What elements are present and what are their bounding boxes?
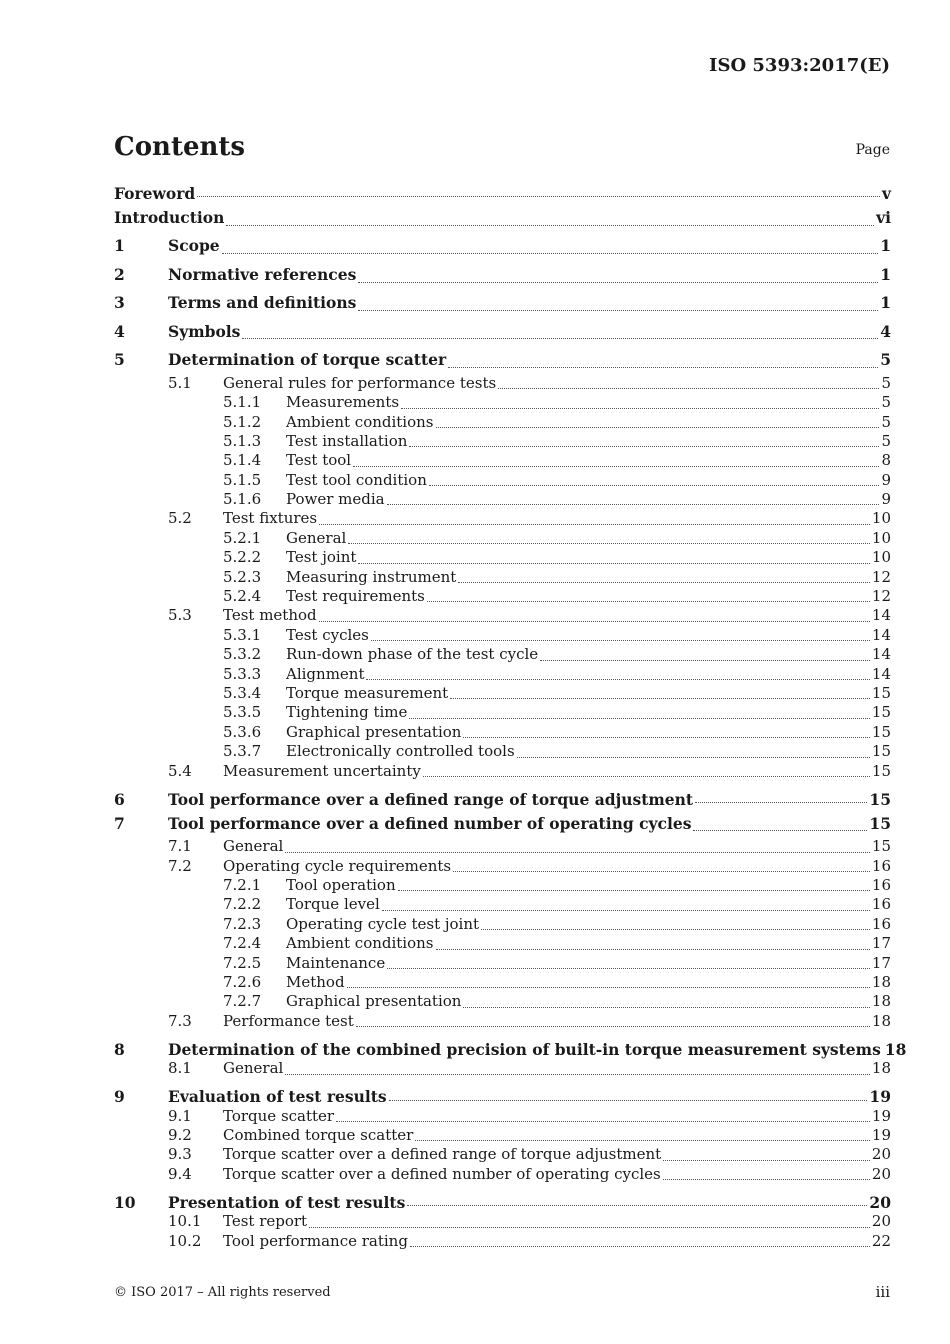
toc-entry-number: 5.3.3 — [223, 664, 262, 683]
toc-entry-page: 19 — [871, 1125, 891, 1144]
toc-entry-page: 17 — [871, 953, 891, 972]
toc-dot-leader — [347, 987, 870, 988]
toc-entry-page: 12 — [871, 567, 891, 586]
toc-entry[interactable] — [114, 876, 891, 895]
toc-entry-number: 5.3.4 — [223, 683, 262, 702]
toc-dot-leader — [481, 929, 870, 930]
toc-entry-number: 7 — [114, 813, 125, 833]
toc-entry-page: 16 — [871, 876, 891, 895]
toc-entry-title: Tool operation — [286, 876, 396, 895]
toc-entry-title: Foreword — [114, 184, 196, 204]
toc-entry-title: Tool performance rating — [223, 1231, 408, 1250]
toc-entry-number: 7.2.1 — [223, 876, 262, 895]
toc-dot-leader — [423, 776, 870, 777]
toc-entry-number: 9.1 — [168, 1106, 192, 1125]
toc-dot-leader — [463, 737, 869, 738]
toc-entry[interactable] — [114, 954, 891, 973]
toc-entry[interactable] — [114, 203, 891, 231]
toc-entry-title: Determination of the combined precision of built-in torque measurement systems — [168, 1040, 881, 1059]
toc-dot-leader — [409, 446, 879, 447]
toc-entry-number: 7.2.6 — [223, 973, 262, 992]
toc-entry-number: 5.2.4 — [223, 587, 262, 606]
toc-entry-number: 7.2 — [168, 856, 192, 875]
toc-entry[interactable] — [114, 1107, 891, 1126]
toc-entry[interactable] — [114, 837, 891, 856]
toc-entry[interactable] — [114, 568, 891, 587]
toc-entry-number: 5.1.3 — [223, 431, 262, 450]
toc-entry[interactable] — [114, 992, 891, 1011]
toc-entry-number: 9.4 — [168, 1164, 192, 1183]
toc-entry-number: 7.2.2 — [223, 895, 262, 914]
toc-entry-page: 16 — [871, 856, 891, 875]
toc-entry[interactable] — [114, 432, 891, 451]
toc-entry-number: 5.2.2 — [223, 548, 262, 567]
toc-entry-title: Torque scatter over a defined range of torque adjustment — [223, 1145, 662, 1164]
toc-entry-page: 5 — [881, 431, 891, 450]
toc-entry-page: 15 — [869, 813, 891, 833]
toc-entry[interactable] — [114, 1165, 891, 1184]
toc-entry-number: 5.2 — [168, 509, 192, 528]
toc-entry[interactable] — [114, 413, 891, 432]
toc-entry-page: 19 — [871, 1106, 891, 1125]
toc-entry-number: 7.3 — [168, 1011, 192, 1030]
toc-entry-title: Test requirements — [286, 587, 425, 606]
toc-entry[interactable] — [114, 645, 891, 664]
toc-entry-title: Measuring instrument — [286, 567, 457, 586]
toc-dot-leader — [309, 1227, 870, 1228]
toc-entry-number: 5.3 — [168, 606, 192, 625]
toc-entry-title: Ambient conditions — [286, 412, 434, 431]
toc-entry[interactable] — [114, 529, 891, 548]
toc-dot-leader — [387, 504, 880, 505]
toc-entry[interactable] — [114, 1059, 891, 1078]
toc-entry-page: 15 — [871, 703, 891, 722]
toc-entry[interactable] — [114, 973, 891, 992]
toc-entry-page: 1 — [880, 236, 891, 256]
toc-entry-number: 7.1 — [168, 837, 192, 856]
toc-entry-page: 18 — [871, 973, 891, 992]
toc-dot-leader — [401, 408, 879, 409]
toc-dot-leader — [226, 225, 874, 226]
toc-dot-leader — [353, 466, 879, 467]
toc-entry-page: 18 — [884, 1040, 907, 1059]
toc-entry-page: 16 — [871, 895, 891, 914]
document-id: ISO 5393:2017(E) — [709, 55, 890, 76]
toc-entry-page: 5 — [881, 412, 891, 431]
toc-dot-leader — [498, 388, 879, 389]
toc-entry-page: 5 — [881, 373, 891, 392]
toc-entry-title: Method — [286, 973, 345, 992]
toc-entry-title: Ambient conditions — [286, 934, 434, 953]
toc-entry-page: 5 — [880, 350, 891, 370]
toc-entry-title: Test cycles — [286, 625, 369, 644]
toc-dot-leader — [358, 563, 870, 564]
toc-entry-number: 5.2.1 — [223, 528, 262, 547]
toc-entry-number: 9.2 — [168, 1125, 192, 1144]
toc-entry-page: 18 — [871, 1011, 891, 1030]
toc-dot-leader — [693, 830, 867, 831]
toc-dot-leader — [458, 582, 870, 583]
toc-entry-page: 14 — [871, 664, 891, 683]
toc-entry-number: 7.2.5 — [223, 953, 262, 972]
toc-entry-number: 5.3.2 — [223, 645, 262, 664]
toc-entry-page: 8 — [881, 451, 891, 470]
toc-entry-title: Run-down phase of the test cycle — [286, 645, 539, 664]
toc-dot-leader — [319, 621, 870, 622]
toc-entry-title: Graphical presentation — [286, 992, 462, 1011]
toc-entry-number: 5.3.6 — [223, 722, 262, 741]
toc-entry-title: Alignment — [286, 664, 365, 683]
toc-entry-number: 10.2 — [168, 1231, 202, 1250]
toc-entry[interactable] — [114, 393, 891, 412]
toc-entry[interactable] — [114, 1012, 891, 1031]
toc-entry-title: Torque level — [286, 895, 380, 914]
toc-entry[interactable] — [114, 857, 891, 876]
toc-entry-number: 8 — [114, 1040, 125, 1059]
toc-entry[interactable] — [114, 317, 891, 345]
page-number: iii — [875, 1283, 890, 1301]
toc-entry-page: 15 — [871, 761, 891, 780]
toc-entry[interactable] — [114, 289, 891, 317]
copyright-notice: © ISO 2017 – All rights reserved — [114, 1285, 331, 1300]
page-title: Contents — [114, 132, 246, 162]
toc-entry-number: 5.1.1 — [223, 393, 262, 412]
toc-dot-leader — [517, 757, 870, 758]
toc-entry[interactable] — [114, 723, 891, 742]
toc-entry[interactable] — [114, 809, 891, 837]
toc-entry-title: Test installation — [286, 431, 408, 450]
toc-entry-page: 1 — [880, 293, 891, 313]
toc-entry-title: Symbols — [168, 321, 241, 341]
toc-entry-title: General — [223, 837, 284, 856]
toc-entry-title: Maintenance — [286, 953, 386, 972]
toc-dot-leader — [389, 1100, 868, 1101]
toc-dot-leader — [358, 310, 878, 311]
toc-dot-leader — [453, 871, 870, 872]
toc-entry-title: Performance test — [223, 1011, 354, 1030]
toc-entry[interactable] — [114, 374, 891, 393]
toc-dot-leader — [410, 1246, 870, 1247]
toc-entry-number: 8.1 — [168, 1059, 192, 1078]
toc-entry[interactable] — [114, 548, 891, 567]
toc-entry[interactable] — [114, 1193, 891, 1212]
toc-entry-page: 20 — [871, 1145, 891, 1164]
toc-entry[interactable] — [114, 260, 891, 288]
toc-dot-leader — [695, 802, 867, 803]
toc-entry[interactable] — [114, 934, 891, 953]
toc-entry[interactable] — [114, 471, 891, 490]
toc-entry-page: 15 — [869, 789, 891, 809]
toc-entry-number: 5.1.4 — [223, 451, 262, 470]
toc-entry[interactable] — [114, 915, 891, 934]
toc-dot-leader — [285, 852, 870, 853]
toc-entry[interactable] — [114, 451, 891, 470]
toc-dot-leader — [398, 890, 870, 891]
toc-entry-title: Torque scatter — [223, 1106, 335, 1125]
toc-entry-title: Test fixtures — [223, 509, 318, 528]
toc-entry-title: General — [223, 1059, 284, 1078]
toc-entry-page: 19 — [869, 1087, 891, 1107]
toc-entry[interactable] — [114, 1232, 891, 1251]
toc-entry-title: Test method — [223, 606, 317, 625]
toc-entry-title: Terms and definitions — [168, 293, 357, 313]
toc-dot-leader — [407, 1205, 867, 1206]
toc-dot-leader — [540, 660, 870, 661]
toc-entry[interactable] — [114, 509, 891, 528]
toc-entry-number: 1 — [114, 236, 125, 256]
toc-entry-number: 5.1 — [168, 373, 192, 392]
toc-entry-title: General rules for performance tests — [223, 373, 497, 392]
table-of-contents — [114, 184, 907, 1251]
toc-dot-leader — [358, 282, 878, 283]
toc-dot-leader — [448, 367, 878, 368]
toc-entry-page: 20 — [869, 1192, 891, 1212]
toc-entry-title: Normative references — [168, 264, 357, 284]
toc-entry-title: Graphical presentation — [286, 722, 462, 741]
toc-dot-leader — [371, 640, 870, 641]
toc-entry[interactable] — [114, 345, 891, 373]
toc-dot-leader — [348, 543, 870, 544]
toc-entry-page: 16 — [871, 914, 891, 933]
toc-entry-title: Measurements — [286, 393, 400, 412]
toc-entry-number: 5.4 — [168, 761, 192, 780]
toc-dot-leader — [382, 910, 870, 911]
toc-entry-number: 10.1 — [168, 1212, 202, 1231]
toc-entry-number: 5.3.7 — [223, 742, 262, 761]
toc-entry-page: 18 — [871, 1059, 891, 1078]
toc-dot-leader — [409, 718, 870, 719]
toc-entry-title: Scope — [168, 236, 220, 256]
toc-dot-leader — [663, 1179, 870, 1180]
toc-entry-number: 6 — [114, 789, 125, 809]
toc-dot-leader — [450, 698, 870, 699]
toc-entry-page: 10 — [871, 528, 891, 547]
toc-dot-leader — [436, 949, 870, 950]
toc-entry-page: 5 — [881, 393, 891, 412]
toc-entry-number: 9.3 — [168, 1145, 192, 1164]
toc-entry[interactable] — [114, 490, 891, 509]
toc-entry[interactable] — [114, 232, 891, 260]
toc-entry-title: Torque scatter over a defined number of operating cycles — [223, 1164, 661, 1183]
toc-dot-leader — [427, 601, 870, 602]
toc-entry[interactable] — [114, 790, 891, 809]
toc-dot-leader — [429, 485, 880, 486]
toc-dot-leader — [222, 253, 879, 254]
toc-entry-page: 17 — [871, 934, 891, 953]
toc-entry-number: 4 — [114, 321, 125, 341]
toc-entry-title: Introduction — [114, 208, 225, 228]
toc-entry-page: 4 — [880, 321, 891, 341]
toc-entry-page: 15 — [871, 722, 891, 741]
toc-entry-title: Measurement uncertainty — [223, 761, 421, 780]
toc-entry-page: v — [881, 184, 891, 204]
toc-entry[interactable] — [114, 762, 891, 781]
toc-dot-leader — [463, 1007, 869, 1008]
toc-entry-title: Test report — [223, 1212, 308, 1231]
toc-dot-leader — [242, 338, 878, 339]
toc-dot-leader — [356, 1026, 870, 1027]
toc-entry[interactable] — [114, 626, 891, 645]
toc-entry-title: Operating cycle requirements — [223, 856, 452, 875]
toc-entry[interactable] — [114, 895, 891, 914]
toc-entry-page: 10 — [871, 548, 891, 567]
toc-entry-page: 18 — [871, 992, 891, 1011]
toc-dot-leader — [336, 1121, 870, 1122]
page-column-label: Page — [855, 142, 890, 158]
toc-entry-number: 2 — [114, 264, 125, 284]
toc-entry-page: 1 — [880, 264, 891, 284]
toc-entry-title: Electronically controlled tools — [286, 742, 515, 761]
toc-entry-page: 14 — [871, 645, 891, 664]
toc-entry-page: 9 — [881, 490, 891, 509]
toc-entry[interactable] — [114, 684, 891, 703]
toc-entry-title: Test tool — [286, 451, 352, 470]
toc-entry-page: 20 — [871, 1212, 891, 1231]
toc-entry-title: Tool performance over a defined range of torque adjustment — [168, 789, 694, 809]
toc-entry[interactable] — [114, 1145, 891, 1164]
toc-entry[interactable] — [114, 1126, 891, 1145]
toc-entry-title: Combined torque scatter — [223, 1125, 414, 1144]
toc-entry-number: 5.1.6 — [223, 490, 262, 509]
toc-entry-page: 14 — [871, 606, 891, 625]
toc-dot-leader — [387, 968, 870, 969]
toc-entry-page: vi — [876, 208, 891, 228]
toc-entry-title: Operating cycle test joint — [286, 914, 480, 933]
toc-entry[interactable] — [114, 587, 891, 606]
toc-dot-leader — [436, 427, 880, 428]
toc-entry-title: Test tool condition — [286, 470, 427, 489]
toc-entry-title: Evaluation of test results — [168, 1087, 387, 1107]
toc-entry-page: 9 — [881, 470, 891, 489]
toc-entry-number: 5.3.1 — [223, 625, 262, 644]
toc-dot-leader — [366, 679, 869, 680]
toc-entry-title: Test joint — [286, 548, 357, 567]
toc-entry-number: 7.2.3 — [223, 914, 262, 933]
toc-entry[interactable] — [114, 742, 891, 761]
toc-entry-number: 5.1.2 — [223, 412, 262, 431]
toc-dot-leader — [319, 524, 870, 525]
toc-entry-number: 7.2.7 — [223, 992, 262, 1011]
toc-entry-page: 10 — [871, 509, 891, 528]
toc-entry[interactable] — [114, 1087, 891, 1106]
toc-entry[interactable] — [114, 606, 891, 625]
toc-dot-leader — [285, 1074, 870, 1075]
toc-entry-title: General — [286, 528, 347, 547]
toc-entry-page: 22 — [871, 1231, 891, 1250]
toc-entry-page: 15 — [871, 837, 891, 856]
toc-entry-title: Tightening time — [286, 703, 408, 722]
toc-entry-title: Presentation of test results — [168, 1192, 406, 1212]
toc-entry[interactable] — [114, 1212, 891, 1231]
toc-entry[interactable] — [114, 703, 891, 722]
toc-entry-title: Power media — [286, 490, 385, 509]
toc-entry-number: 5.2.3 — [223, 567, 262, 586]
toc-entry-number: 10 — [114, 1192, 136, 1212]
toc-entry-number: 3 — [114, 293, 125, 313]
toc-entry-page: 12 — [871, 587, 891, 606]
toc-entry-number: 7.2.4 — [223, 934, 262, 953]
toc-entry-number: 5.1.5 — [223, 470, 262, 489]
toc-entry-page: 14 — [871, 625, 891, 644]
toc-dot-leader — [663, 1160, 870, 1161]
toc-entry-page: 20 — [871, 1164, 891, 1183]
toc-entry-number: 9 — [114, 1087, 125, 1107]
toc-entry[interactable] — [114, 1040, 907, 1059]
toc-entry-number: 5 — [114, 350, 125, 370]
toc-entry-title: Determination of torque scatter — [168, 350, 447, 370]
toc-dot-leader — [415, 1140, 870, 1141]
toc-entry-title: Tool performance over a defined number of operating cycles — [168, 813, 692, 833]
toc-entry[interactable] — [114, 184, 891, 203]
toc-entry-page: 15 — [871, 742, 891, 761]
toc-entry-page: 15 — [871, 683, 891, 702]
toc-entry[interactable] — [114, 665, 891, 684]
toc-dot-leader — [197, 196, 880, 197]
toc-entry-number: 5.3.5 — [223, 703, 262, 722]
toc-entry-title: Torque measurement — [286, 683, 449, 702]
